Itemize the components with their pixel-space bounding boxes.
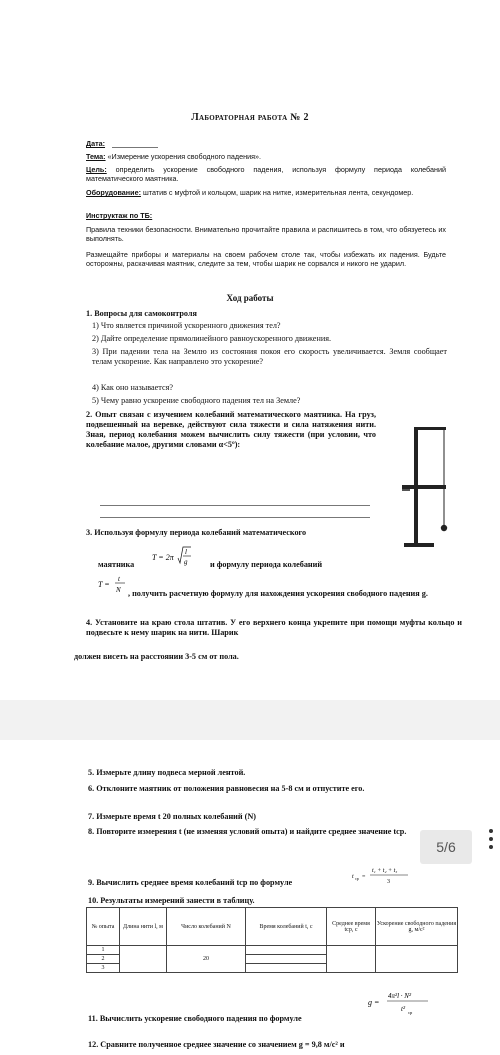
step-7: 7. Измерьте время t 20 полных колебаний (N) [88, 812, 257, 821]
step-3-line-1: 3. Используя формулу периода колебаний математического [86, 528, 307, 537]
svg-text:3: 3 [387, 879, 390, 885]
svg-text:g: g [184, 558, 188, 566]
results-table [86, 907, 458, 973]
section1-q5: 5) Чему равно ускорение свободного падения тел на Земле? [92, 396, 301, 405]
table-cell [120, 946, 167, 973]
step-4-part-2: должен висеть на расстоянии 3-5 см от пола. [74, 652, 239, 661]
step-3-mayatnik: маятника [98, 560, 135, 569]
svg-text:4π²l · N²: 4π²l · N² [388, 992, 412, 1000]
section1-heading: 1. Вопросы для самоконтроля [86, 309, 197, 318]
step-3-text-mid: и формулу периода колебаний [210, 560, 323, 569]
table-cell [246, 955, 327, 964]
svg-text:ср: ср [408, 1010, 413, 1015]
table-row [87, 946, 458, 955]
table-header-row [87, 908, 458, 946]
goal-paragraph [86, 165, 446, 183]
svg-text:g =: g = [368, 998, 380, 1007]
equipment-paragraph [86, 188, 446, 197]
answer-line-2 [100, 517, 370, 518]
equipment-label: Оборудование: [86, 188, 141, 197]
table-cell: 1 [87, 946, 120, 955]
step-11-text: 11. Вычислить ускорение свободного падения по формуле [88, 1014, 302, 1023]
svg-text:t²: t² [401, 1005, 406, 1013]
section1-q2: 2) Дайте определение прямолинейного равноускоренного движения. [92, 334, 332, 343]
answer-line-1 [100, 505, 370, 506]
date-blank-line [112, 147, 158, 148]
svg-text:N: N [116, 586, 121, 594]
document-page-2 [0, 740, 500, 1055]
table-cell: 20 [167, 946, 246, 973]
svg-text:T =: T = [98, 580, 110, 589]
header-cell: Время колебаний t, с [246, 908, 327, 946]
step-3-text-end: , получить расчетную формулу для нахождения ускорения свободного падения g. [128, 589, 428, 598]
header-cell: Число колебаний N [167, 908, 246, 946]
step-8: 8. Повторите измерения t (не изменяя условий опыта) и найдите среднее значение tср. [88, 827, 407, 836]
table-cell [376, 946, 458, 973]
step-5: 5. Измерьте длину подвеса мерной лентой. [88, 768, 246, 777]
t-average-formula [352, 864, 412, 888]
svg-text:l: l [185, 548, 187, 556]
svg-text:ср: ср [355, 876, 359, 881]
step-2: 2. Опыт связан с изучением колебаний математического маятника. На груз, подвешенный на веревке, действуют сила тяжести и сила натяжения нити. Зная, период колебания можем вычислить силу тяжести (при условии, что колебание малое, другими словами α<5º): [86, 410, 376, 449]
svg-text:=: = [362, 874, 366, 880]
svg-text:t: t [118, 575, 120, 583]
section1-q3: 3) При падении тела на Землю из состояния покоя его скорость увеличивается. Земля сообщает телам ускорение. Как направлено это ускорение? [92, 347, 447, 366]
table-cell [246, 964, 327, 973]
table-cell: 2 [87, 955, 120, 964]
goal-label: Цель: [86, 165, 107, 174]
svg-text:t₁ + t₂ + t₃: t₁ + t₂ + t₃ [372, 868, 398, 874]
safety-paragraph-1: Правила техники безопасности. Внимательно прочитайте правила и распишитесь в том, что обязуетесь их выполнять. [86, 225, 446, 243]
svg-text:T = 2π: T = 2π [152, 553, 174, 562]
header-cell: № опыта [87, 908, 120, 946]
table-cell [246, 946, 327, 955]
header-cell: Длина нити l, м [120, 908, 167, 946]
page-title: Лабораторная работа № 2 [191, 112, 309, 123]
safety-heading: Инструктаж по ТБ: [86, 211, 153, 220]
table-cell [327, 946, 376, 973]
safety-paragraph-2: Размещайте приборы и материалы на своем рабочем столе так, чтобы избежать их падения. Будьте осторожны, раскачивая маятник, следите за тем, чтобы шарик не сорвался и никого не ударил. [86, 250, 446, 268]
goal-text: определить ускорение свободного падения, используя формулу периода колебаний математического маятника. [86, 165, 446, 183]
svg-text:t: t [352, 874, 354, 880]
period-formula [152, 543, 192, 571]
section1-q1: 1) Что является причиной ускоренного движения тел? [92, 321, 281, 330]
more-options-icon[interactable] [486, 829, 496, 849]
step-4-part-1: 4. Установите на краю стола штатив. У его верхнего конца укрепите при помощи муфты кольцо и подвесьте к нему шарик на нити. Шарик [86, 618, 462, 637]
date-label: Дата: [86, 139, 106, 148]
section1-q4: 4) Как оно называется? [92, 383, 173, 392]
step-12: 12. Сравните полученное среднее значение со значением g = 9,8 м/с² и [88, 1040, 345, 1049]
page-counter-badge: 5/6 [420, 830, 472, 864]
progress-heading: Ход работы [226, 293, 274, 303]
topic-text: «Измерение ускорения свободного падения». [105, 152, 261, 161]
header-cell: Среднее время tср, с [327, 908, 376, 946]
topic-label: Тема: [86, 152, 106, 161]
topic-line [86, 152, 446, 161]
equipment-text: штатив с муфтой и кольцом, шарик на нитке, измерительная лента, секундомер. [140, 188, 414, 197]
table-cell: 3 [87, 964, 120, 973]
step-9-text: 9. Вычислить среднее время колебаний tср по формуле [88, 878, 293, 887]
step-6: 6. Отклоните маятник от положения равновесия на 5-8 см и отпустите его. [88, 784, 365, 793]
g-formula [368, 988, 438, 1018]
step-10: 10. Результаты измерений занести в таблицу. [88, 896, 255, 905]
header-cell: Ускорение свободного падения g, м/с² [376, 908, 458, 946]
